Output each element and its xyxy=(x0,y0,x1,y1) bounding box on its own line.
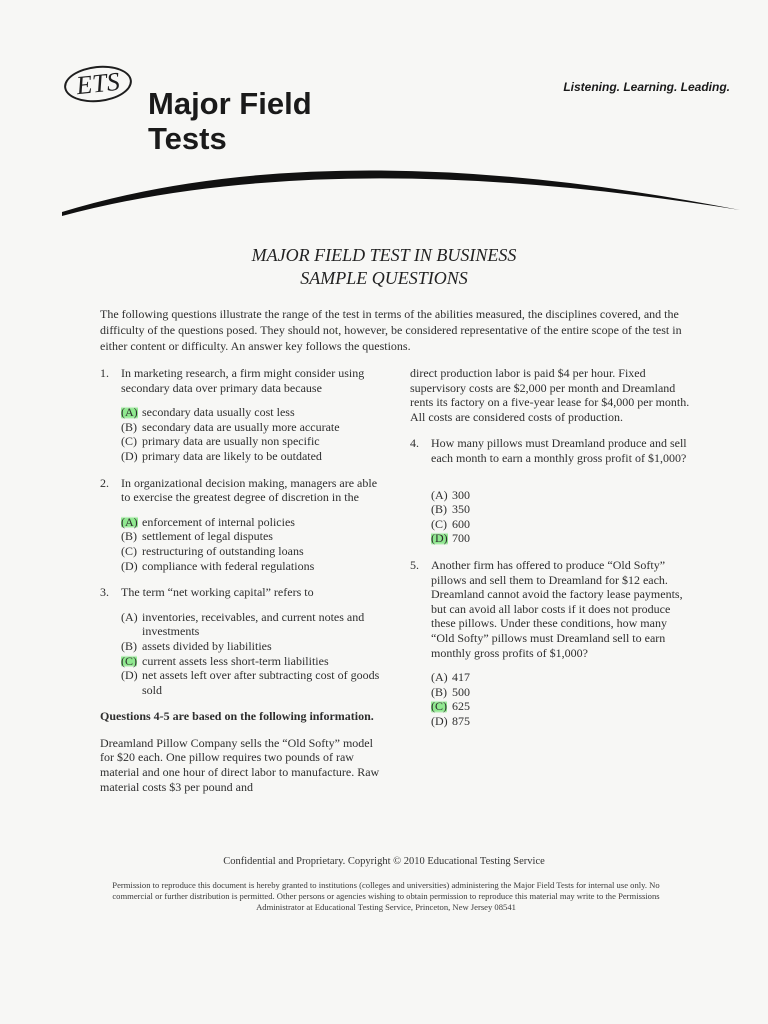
question-stem: Another firm has offered to produce “Old Softy” pillows and sell them to Dreamland for $12 each. Dreamland cannot avoid the factory lease payments, but can avoid all labor costs if it does not produce these pillows. Under these conditions, how many “Old Softy” pillows must Dreamland sell to earn monthly gross profits of $1,000? xyxy=(431,557,683,660)
option-text: 625 xyxy=(452,699,470,714)
option-letter: (B) xyxy=(431,502,447,517)
brand-title-line2: Tests xyxy=(148,121,227,156)
answer-option xyxy=(431,517,690,532)
option-text: current assets less short-term liabilities xyxy=(142,653,329,668)
brand-title-line1: Major Field xyxy=(148,86,312,121)
intro-paragraph: The following questions illustrate the range of the test in terms of the abilities measured, the disciplines covered, and the difficulty of the questions posed. They should not, however, be considered representative of the entire scope of the test in either content or difficulty. An answer key follows the questions. xyxy=(100,307,682,353)
answer-option xyxy=(121,668,380,697)
permission-notice: Permission to reproduce this document is hereby granted to institutions (colleges and universities) administering the Major Field Tests for internal use only. No commercial or further distribution is permitted. Other persons or agencies wishing to obtain permission to reproduce this material may write to the Permissions Administrator at Educational Testing Service, Princeton, New Jersey 08541 xyxy=(112,880,660,912)
option-text: 600 xyxy=(452,516,470,531)
document-title-line2: SAMPLE QUESTIONS xyxy=(300,268,468,288)
option-letter: (D) xyxy=(431,713,448,728)
answer-option xyxy=(431,699,690,714)
option-letter: (B) xyxy=(121,419,137,434)
option-letter: (A) xyxy=(431,670,448,685)
answer-options xyxy=(121,610,380,698)
option-text: compliance with federal regulations xyxy=(142,558,315,573)
copyright-footer: Confidential and Proprietary. Copyright © 2010 Educational Testing Service xyxy=(223,856,545,867)
option-text: secondary data usually cost less xyxy=(142,405,295,420)
answer-option xyxy=(431,502,690,517)
document-title-line1: MAJOR FIELD TEST IN BUSINESS xyxy=(251,245,517,265)
option-letter-highlighted: (C) xyxy=(121,653,137,668)
question-4 xyxy=(410,436,690,546)
answer-option xyxy=(431,531,690,546)
answer-option xyxy=(121,654,380,669)
option-letter-highlighted: (C) xyxy=(431,699,447,714)
info-paragraph-part2: direct production labor is paid $4 per hour. Fixed supervisory costs are $2,000 per month and Dreamland rents its factory on a five-year lease for $4,000 per month. All costs are considered costs of production. xyxy=(410,366,690,424)
option-text: secondary data are usually more accurate xyxy=(142,419,340,434)
answer-options xyxy=(121,405,380,463)
option-letter: (D) xyxy=(121,558,138,573)
answer-option xyxy=(121,405,380,420)
left-column xyxy=(100,366,380,794)
info-heading: Questions 4-5 are based on the following information. xyxy=(100,709,374,724)
question-stem: How many pillows must Dreamland produce and sell each month to earn a monthly gross profit of $1,000? xyxy=(431,436,687,465)
answer-option xyxy=(121,639,380,654)
header-swoosh xyxy=(0,150,768,230)
option-letter: (C) xyxy=(121,543,137,558)
question-2 xyxy=(100,476,380,574)
question-1 xyxy=(100,366,380,464)
question-number: 2. xyxy=(100,475,109,490)
question-stem: In organizational decision making, managers are able to exercise the greatest degree of discretion in the xyxy=(121,475,378,505)
answer-option xyxy=(431,714,690,729)
answer-option xyxy=(431,670,690,685)
option-text: inventories, receivables, and current notes and investments xyxy=(142,609,365,639)
option-text: enforcement of internal policies xyxy=(142,514,295,529)
question-number: 4. xyxy=(410,436,419,451)
question-stem: The term “net working capital” refers to xyxy=(121,585,314,600)
document-title xyxy=(0,244,768,290)
question-number: 1. xyxy=(100,366,109,380)
option-text: 700 xyxy=(452,531,470,546)
option-text: 500 xyxy=(452,684,470,699)
option-text: 875 xyxy=(452,713,470,728)
option-text: 350 xyxy=(452,502,470,517)
option-letter: (C) xyxy=(121,434,137,449)
option-letter-highlighted: (A) xyxy=(121,514,138,529)
question-5 xyxy=(410,558,690,729)
option-letter-highlighted: (D) xyxy=(431,531,448,546)
info-paragraph-part1: Dreamland Pillow Company sells the “Old Softy” model for $20 each. One pillow requires two pounds of raw material and one hour of direct labor to manufacture. Raw material costs $3 per pound and xyxy=(100,735,380,794)
answer-option xyxy=(121,434,380,449)
option-letter: (A) xyxy=(431,487,448,502)
answer-option xyxy=(431,488,690,503)
answer-option xyxy=(431,685,690,700)
answer-option xyxy=(121,515,380,530)
option-letter-highlighted: (A) xyxy=(121,405,138,420)
answer-options xyxy=(431,670,690,728)
answer-option xyxy=(121,544,380,559)
answer-options xyxy=(121,515,380,573)
option-text: assets divided by liabilities xyxy=(142,638,272,653)
answer-option xyxy=(121,420,380,435)
option-text: 300 xyxy=(452,487,470,502)
answer-option xyxy=(121,449,380,464)
question-number: 3. xyxy=(100,585,109,600)
question-stem: In marketing research, a firm might consider using secondary data over primary data because xyxy=(121,366,365,395)
option-letter: (D) xyxy=(121,448,138,463)
option-letter: (A) xyxy=(121,609,138,624)
answer-option xyxy=(121,559,380,574)
option-text: settlement of legal disputes xyxy=(142,529,273,544)
brand-title xyxy=(148,86,312,156)
option-letter: (B) xyxy=(121,529,137,544)
ets-logo: ETS xyxy=(62,63,133,106)
tagline: Listening. Learning. Leading. xyxy=(563,80,730,94)
right-column xyxy=(410,366,690,728)
option-letter: (C) xyxy=(431,516,447,531)
question-number: 5. xyxy=(410,557,419,572)
option-text: primary data are likely to be outdated xyxy=(142,448,322,463)
option-letter: (D) xyxy=(121,668,138,683)
question-3 xyxy=(100,585,380,697)
option-text: 417 xyxy=(452,670,470,685)
answer-option xyxy=(121,529,380,544)
option-text: net assets left over after subtracting cost of goods sold xyxy=(142,668,380,697)
option-letter: (B) xyxy=(121,638,137,653)
answer-options xyxy=(431,488,690,546)
option-text: primary data are usually non specific xyxy=(142,434,320,449)
option-text: restructuring of outstanding loans xyxy=(142,543,304,558)
answer-option xyxy=(121,610,380,639)
option-letter: (B) xyxy=(431,684,447,699)
